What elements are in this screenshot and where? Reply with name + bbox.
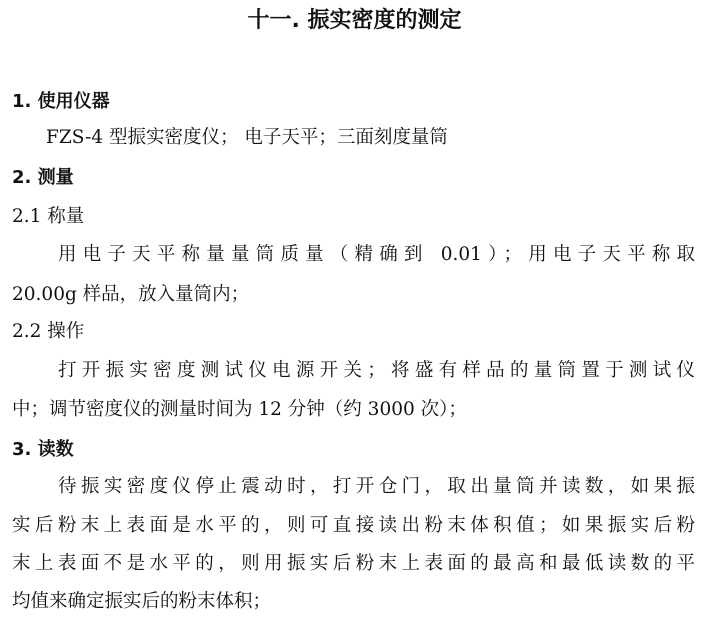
reading-paragraph-line: 末上表面不是水平的，则用振实后粉末上表面的最高和最低读数的平 <box>12 553 695 574</box>
reading-paragraph-line: 均值来确定振实后的粉末体积； <box>12 591 272 612</box>
reading-paragraph-line: 待振实密度仪停止震动时，打开仓门，取出量筒并读数，如果振 <box>58 476 695 497</box>
weighing-paragraph-line: 用电子天平称量量筒质量（精确到 0.01）；用电子天平称取 <box>58 244 695 265</box>
subsection-heading-operation: 2.2 操作 <box>12 321 85 342</box>
operation-paragraph-line: 打开振实密度测试仪电源开关；将盛有样品的量筒置于测试仪 <box>58 360 695 381</box>
section-heading-instruments: 1. 使用仪器 <box>12 91 110 112</box>
operation-paragraph-line: 中；调节密度仪的测量时间为 12 分钟（约 3000 次）； <box>12 399 467 420</box>
section-heading-reading: 3. 读数 <box>12 439 74 460</box>
weighing-paragraph-line: 20.00g 样品，放入量筒内； <box>12 284 250 305</box>
document-title: 十一. 振实密度的测定 <box>247 8 462 33</box>
reading-paragraph-line: 实后粉末上表面是水平的，则可直接读出粉末体积值；如果振实后粉 <box>12 515 695 536</box>
subsection-heading-weighing: 2.1 称量 <box>12 206 85 227</box>
section-heading-measurement: 2. 测量 <box>12 167 74 188</box>
instruments-list: FZS-4 型振实密度仪； 电子天平；三面刻度量筒 <box>46 127 448 148</box>
